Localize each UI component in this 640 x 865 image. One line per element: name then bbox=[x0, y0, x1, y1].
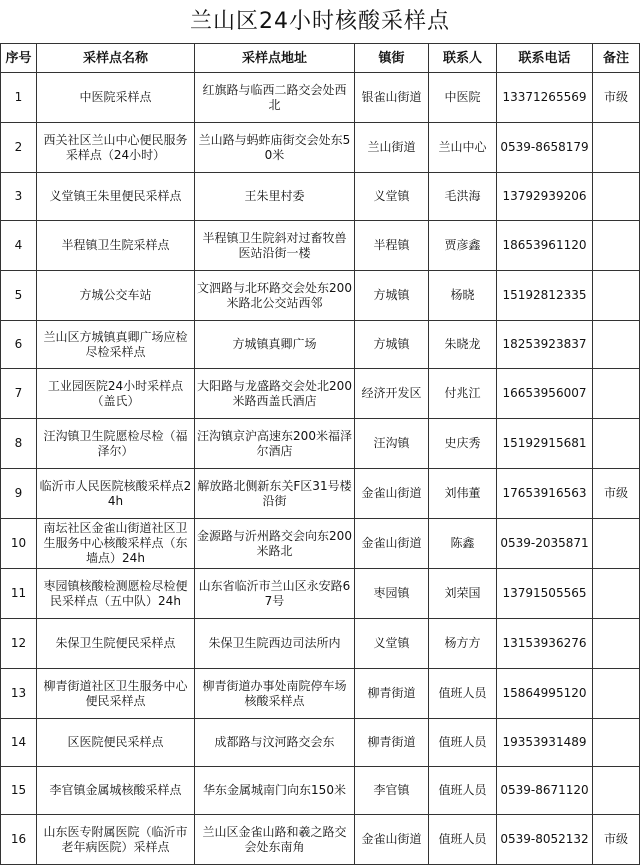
cell-contact: 中医院 bbox=[429, 73, 497, 123]
cell-town: 柳青街道 bbox=[355, 669, 429, 719]
cell-remark bbox=[593, 419, 640, 469]
header-site-name: 采样点名称 bbox=[37, 44, 195, 73]
cell-remark bbox=[593, 619, 640, 669]
header-remark: 备注 bbox=[593, 44, 640, 73]
cell-site-name: 汪沟镇卫生院愿检尽检（福泽尔） bbox=[37, 419, 195, 469]
cell-town: 金雀山街道 bbox=[355, 815, 429, 865]
cell-remark bbox=[593, 767, 640, 815]
cell-index: 7 bbox=[1, 369, 37, 419]
cell-site-name: 李官镇金属城核酸采样点 bbox=[37, 767, 195, 815]
cell-site-name: 方城公交车站 bbox=[37, 271, 195, 321]
cell-index: 3 bbox=[1, 173, 37, 221]
cell-site-address: 红旗路与临西二路交会处西北 bbox=[195, 73, 355, 123]
table-row bbox=[1, 321, 640, 369]
cell-contact: 兰山中心 bbox=[429, 123, 497, 173]
sampling-sites-table bbox=[0, 43, 640, 865]
cell-town: 银雀山街道 bbox=[355, 73, 429, 123]
table-row bbox=[1, 369, 640, 419]
cell-contact: 杨晓 bbox=[429, 271, 497, 321]
cell-phone: 18253923837 bbox=[497, 321, 593, 369]
table-row bbox=[1, 469, 640, 519]
cell-site-address: 朱保卫生院西边司法所内 bbox=[195, 619, 355, 669]
cell-contact: 值班人员 bbox=[429, 815, 497, 865]
cell-index: 9 bbox=[1, 469, 37, 519]
table-row bbox=[1, 719, 640, 767]
cell-index: 8 bbox=[1, 419, 37, 469]
cell-contact: 朱晓龙 bbox=[429, 321, 497, 369]
table-header-row bbox=[1, 44, 640, 73]
cell-phone: 13153936276 bbox=[497, 619, 593, 669]
cell-town: 李官镇 bbox=[355, 767, 429, 815]
cell-contact: 史庆秀 bbox=[429, 419, 497, 469]
table-row bbox=[1, 419, 640, 469]
cell-index: 4 bbox=[1, 221, 37, 271]
cell-site-name: 兰山区方城镇真卿广场应检尽检采样点 bbox=[37, 321, 195, 369]
cell-site-name: 区医院便民采样点 bbox=[37, 719, 195, 767]
cell-contact: 毛洪海 bbox=[429, 173, 497, 221]
cell-phone: 17653916563 bbox=[497, 469, 593, 519]
cell-town: 半程镇 bbox=[355, 221, 429, 271]
cell-site-address: 柳青街道办事处南院停车场核酸采样点 bbox=[195, 669, 355, 719]
cell-site-name: 西关社区兰山中心便民服务采样点（24小时） bbox=[37, 123, 195, 173]
cell-remark: 市级 bbox=[593, 469, 640, 519]
table-row bbox=[1, 173, 640, 221]
header-index: 序号 bbox=[1, 44, 37, 73]
cell-site-name: 半程镇卫生院采样点 bbox=[37, 221, 195, 271]
cell-site-name: 朱保卫生院便民采样点 bbox=[37, 619, 195, 669]
cell-index: 16 bbox=[1, 815, 37, 865]
table-row bbox=[1, 221, 640, 271]
cell-index: 11 bbox=[1, 569, 37, 619]
cell-contact: 贾彦鑫 bbox=[429, 221, 497, 271]
cell-remark bbox=[593, 321, 640, 369]
cell-index: 12 bbox=[1, 619, 37, 669]
table-row bbox=[1, 271, 640, 321]
header-town: 镇街 bbox=[355, 44, 429, 73]
cell-phone: 19353931489 bbox=[497, 719, 593, 767]
cell-phone: 16653956007 bbox=[497, 369, 593, 419]
header-phone: 联系电话 bbox=[497, 44, 593, 73]
cell-site-address: 山东省临沂市兰山区永安路67号 bbox=[195, 569, 355, 619]
cell-phone: 15192812335 bbox=[497, 271, 593, 321]
cell-remark bbox=[593, 569, 640, 619]
table-row bbox=[1, 767, 640, 815]
cell-site-address: 王朱里村委 bbox=[195, 173, 355, 221]
cell-site-name: 南坛社区金雀山街道社区卫生服务中心核酸采样点（东墙点）24h bbox=[37, 519, 195, 569]
cell-phone: 15192915681 bbox=[497, 419, 593, 469]
cell-town: 汪沟镇 bbox=[355, 419, 429, 469]
cell-remark: 市级 bbox=[593, 73, 640, 123]
cell-contact: 陈鑫 bbox=[429, 519, 497, 569]
cell-site-address: 大阳路与龙盛路交会处北200米路西盖氏酒店 bbox=[195, 369, 355, 419]
cell-remark bbox=[593, 669, 640, 719]
cell-remark bbox=[593, 221, 640, 271]
cell-remark: 市级 bbox=[593, 815, 640, 865]
cell-town: 义堂镇 bbox=[355, 173, 429, 221]
table-row bbox=[1, 73, 640, 123]
cell-contact: 刘伟董 bbox=[429, 469, 497, 519]
cell-contact: 付兆江 bbox=[429, 369, 497, 419]
cell-contact: 值班人员 bbox=[429, 669, 497, 719]
cell-town: 方城镇 bbox=[355, 271, 429, 321]
cell-remark bbox=[593, 519, 640, 569]
table-row bbox=[1, 815, 640, 865]
cell-contact: 值班人员 bbox=[429, 767, 497, 815]
cell-site-address: 兰山区金雀山路和羲之路交会处东南角 bbox=[195, 815, 355, 865]
cell-site-name: 山东医专附属医院（临沂市老年病医院）采样点 bbox=[37, 815, 195, 865]
cell-index: 6 bbox=[1, 321, 37, 369]
cell-site-name: 义堂镇王朱里便民采样点 bbox=[37, 173, 195, 221]
cell-town: 兰山街道 bbox=[355, 123, 429, 173]
cell-town: 义堂镇 bbox=[355, 619, 429, 669]
cell-remark bbox=[593, 123, 640, 173]
table-row bbox=[1, 519, 640, 569]
cell-site-address: 汪沟镇京沪高速东200米福泽尔酒店 bbox=[195, 419, 355, 469]
cell-contact: 值班人员 bbox=[429, 719, 497, 767]
cell-site-address: 兰山路与蚂蚱庙街交会处东50米 bbox=[195, 123, 355, 173]
cell-index: 1 bbox=[1, 73, 37, 123]
cell-remark bbox=[593, 271, 640, 321]
cell-site-address: 解放路北侧新东关F区31号楼沿街 bbox=[195, 469, 355, 519]
cell-index: 2 bbox=[1, 123, 37, 173]
cell-town: 枣园镇 bbox=[355, 569, 429, 619]
header-contact: 联系人 bbox=[429, 44, 497, 73]
cell-town: 金雀山街道 bbox=[355, 469, 429, 519]
cell-site-address: 文泗路与北环路交会处东200米路北公交站西邻 bbox=[195, 271, 355, 321]
cell-phone: 13791505565 bbox=[497, 569, 593, 619]
cell-phone: 15864995120 bbox=[497, 669, 593, 719]
cell-remark bbox=[593, 369, 640, 419]
cell-index: 5 bbox=[1, 271, 37, 321]
cell-index: 10 bbox=[1, 519, 37, 569]
cell-town: 柳青街道 bbox=[355, 719, 429, 767]
table-row bbox=[1, 123, 640, 173]
page-title: 兰山区24小时核酸采样点 bbox=[190, 9, 450, 34]
cell-phone: 0539-8658179 bbox=[497, 123, 593, 173]
cell-town: 方城镇 bbox=[355, 321, 429, 369]
table-row bbox=[1, 669, 640, 719]
header-site-address: 采样点地址 bbox=[195, 44, 355, 73]
cell-index: 13 bbox=[1, 669, 37, 719]
cell-site-name: 工业园医院24小时采样点（盖氏） bbox=[37, 369, 195, 419]
cell-contact: 杨方方 bbox=[429, 619, 497, 669]
cell-site-address: 金源路与沂州路交会向东200米路北 bbox=[195, 519, 355, 569]
cell-site-name: 柳青街道社区卫生服务中心便民采样点 bbox=[37, 669, 195, 719]
cell-remark bbox=[593, 173, 640, 221]
cell-town: 金雀山街道 bbox=[355, 519, 429, 569]
cell-phone: 13371265569 bbox=[497, 73, 593, 123]
cell-town: 经济开发区 bbox=[355, 369, 429, 419]
table-row bbox=[1, 619, 640, 669]
cell-site-address: 华东金属城南门向东150米 bbox=[195, 767, 355, 815]
table-row bbox=[1, 569, 640, 619]
cell-site-name: 枣园镇核酸检测愿检尽检便民采样点（五中队）24h bbox=[37, 569, 195, 619]
cell-site-name: 中医院采样点 bbox=[37, 73, 195, 123]
cell-site-address: 方城镇真卿广场 bbox=[195, 321, 355, 369]
cell-index: 15 bbox=[1, 767, 37, 815]
cell-phone: 0539-2035871 bbox=[497, 519, 593, 569]
cell-phone: 18653961120 bbox=[497, 221, 593, 271]
cell-phone: 0539-8052132 bbox=[497, 815, 593, 865]
cell-phone: 0539-8671120 bbox=[497, 767, 593, 815]
cell-site-address: 成都路与汶河路交会东 bbox=[195, 719, 355, 767]
cell-remark bbox=[593, 719, 640, 767]
cell-site-address: 半程镇卫生院斜对过畜牧兽医站沿街一楼 bbox=[195, 221, 355, 271]
cell-phone: 13792939206 bbox=[497, 173, 593, 221]
cell-site-name: 临沂市人民医院核酸采样点24h bbox=[37, 469, 195, 519]
cell-contact: 刘荣国 bbox=[429, 569, 497, 619]
cell-index: 14 bbox=[1, 719, 37, 767]
